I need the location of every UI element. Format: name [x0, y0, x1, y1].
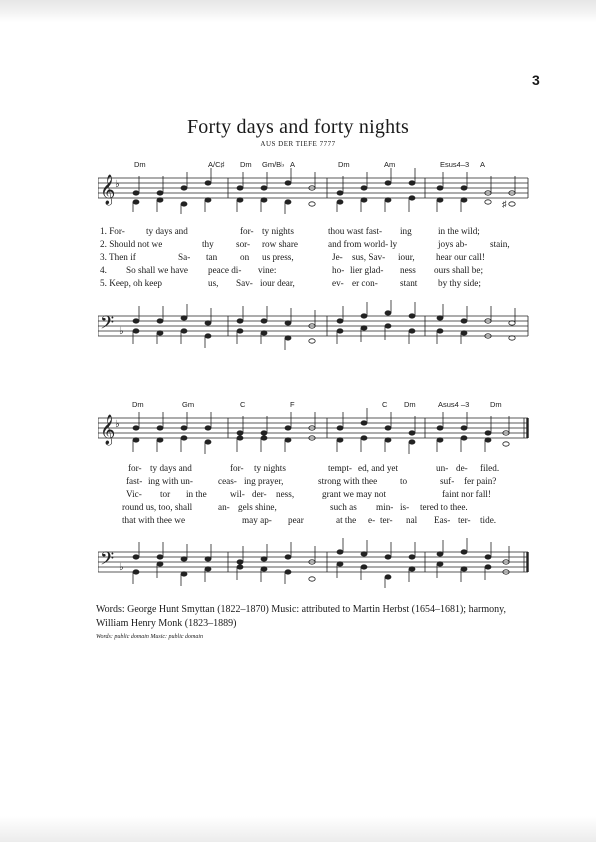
lyric-syllable: to — [400, 476, 408, 486]
page-number: 3 — [532, 72, 540, 88]
lyric-syllable: round us, too, shall — [122, 502, 193, 512]
lyric-syllable: by thy side; — [438, 278, 481, 288]
lyric-verse-2-line-2 — [96, 476, 526, 488]
lyric-syllable: ev- — [332, 278, 344, 288]
lyric-syllable: may ap- — [242, 515, 272, 525]
lyric-syllable: 2. Should not we — [100, 239, 163, 249]
lyric-syllable: grant we may not — [322, 489, 387, 499]
lyric-syllable: un- — [436, 463, 449, 473]
svg-text:♯: ♯ — [502, 199, 507, 209]
lyric-syllable: ceas- — [218, 476, 237, 486]
lyric-syllable: thou wast fast- — [328, 226, 383, 236]
lyric-syllable: hear our call! — [436, 252, 485, 262]
lyric-syllable: gels shine, — [238, 502, 277, 512]
lyric-syllable: tempt- — [328, 463, 352, 473]
chord-symbol: Gm/B♭ — [262, 160, 285, 169]
lyric-syllable: tor — [160, 489, 171, 499]
lyric-syllable: that with thee we — [122, 515, 186, 525]
lyric-syllable: nal — [406, 515, 418, 525]
treble-staff-1 — [98, 166, 530, 218]
chord-symbol: A — [480, 160, 486, 169]
lyric-syllable: ness, — [276, 489, 295, 499]
svg-text:𝄞: 𝄞 — [100, 415, 116, 445]
lyric-syllable: suf- — [440, 476, 455, 486]
lyric-syllable: peace di- — [208, 265, 242, 275]
lyric-syllable: and from world- — [328, 239, 389, 249]
lyric-syllable: thy — [202, 239, 214, 249]
lyric-syllable: ty nights — [254, 463, 286, 473]
lyric-syllable: Sa- — [178, 252, 191, 262]
lyric-syllable: Eas- — [434, 515, 451, 525]
chord-symbol: Gm — [182, 400, 195, 409]
scan-top-edge — [0, 0, 596, 22]
lyric-syllable: fast- — [126, 476, 143, 486]
lyric-verse-3-line-1 — [96, 252, 526, 264]
lyric-syllable: strong with thee — [318, 476, 378, 486]
lyric-syllable: filed. — [480, 463, 500, 473]
lyric-syllable: pear — [288, 515, 304, 525]
copyright-notice: Words: public domain Music: public domain — [96, 634, 204, 640]
lyric-syllable: for- — [240, 226, 254, 236]
lyric-syllable: lier glad- — [350, 265, 384, 275]
lyric-syllable: us, — [208, 278, 219, 288]
lyric-verse-3-line-2 — [96, 489, 526, 501]
lyric-syllable: ing with un- — [148, 476, 193, 486]
svg-text:♭: ♭ — [115, 179, 120, 190]
svg-text:𝄢: 𝄢 — [100, 313, 115, 338]
lyric-syllable: der- — [252, 489, 267, 499]
lyric-syllable: vine: — [258, 265, 277, 275]
lyric-syllable: on — [240, 252, 250, 262]
lyric-syllable: faint nor fall! — [442, 489, 491, 499]
lyric-syllable: sus, Sav- — [352, 252, 386, 262]
lyric-verse-4-line-2 — [96, 502, 526, 514]
lyric-syllable: fer pain? — [464, 476, 497, 486]
chord-symbol: Asus4 –3 — [438, 400, 470, 409]
chord-symbol: Dm — [240, 160, 252, 169]
lyric-syllable: ho- — [332, 265, 345, 275]
bass-staff-1 — [98, 300, 530, 356]
svg-text:𝄢: 𝄢 — [100, 549, 115, 574]
chord-symbol: Dm — [404, 400, 416, 409]
lyric-syllable: Je- — [332, 252, 343, 262]
lyric-verse-5-line-2 — [96, 515, 526, 527]
chord-symbol: Esus4–3 — [440, 160, 470, 169]
lyric-syllable: ty nights — [262, 226, 294, 236]
lyric-syllable: min- — [376, 502, 394, 512]
lyric-syllable: ty days and — [146, 226, 188, 236]
svg-text:♭: ♭ — [119, 326, 124, 337]
lyric-syllable: ter- — [380, 515, 393, 525]
treble-staff-2 — [98, 406, 532, 460]
lyric-syllable: tan — [206, 252, 218, 262]
lyric-syllable: e- — [368, 515, 376, 525]
hymn-title: Forty days and forty nights — [186, 116, 410, 138]
lyric-syllable: sor- — [236, 239, 251, 249]
lyric-syllable: for- — [230, 463, 244, 473]
bass-staff-2 — [98, 536, 532, 592]
scan-bottom-edge — [0, 816, 596, 842]
lyric-syllable: Sav- — [236, 278, 253, 288]
chord-symbol: Dm — [490, 400, 502, 409]
chord-symbol: F — [290, 400, 295, 409]
lyric-syllable: ed, and yet — [358, 463, 399, 473]
lyric-syllable: row share — [262, 239, 298, 249]
lyric-syllable: ing prayer, — [244, 476, 284, 486]
tune-name-meter: AUS DER TIEFE 7777 — [260, 140, 336, 148]
lyric-syllable: 1. For- — [100, 226, 125, 236]
svg-text:♭: ♭ — [115, 419, 120, 430]
lyric-verse-5-line-1 — [96, 278, 526, 290]
chord-symbol: Dm — [134, 160, 146, 169]
svg-text:𝄞: 𝄞 — [100, 175, 116, 205]
lyric-syllable: So shall we have — [126, 265, 189, 275]
lyric-syllable: at the — [336, 515, 357, 525]
lyric-verse-1-line-2 — [96, 463, 526, 475]
lyric-syllable: us press, — [262, 252, 294, 262]
lyric-syllable: ly — [390, 239, 398, 249]
lyric-syllable: for- — [128, 463, 142, 473]
lyric-syllable: wil- — [230, 489, 245, 499]
lyric-syllable: in the — [186, 489, 207, 499]
svg-text:♭: ♭ — [119, 562, 124, 573]
lyric-verse-1-line-1 — [96, 226, 526, 238]
lyric-syllable: iour dear, — [260, 278, 295, 288]
chord-symbol: Dm — [338, 160, 350, 169]
lyric-syllable: iour, — [398, 252, 415, 262]
chord-symbol: Am — [384, 160, 396, 169]
hymn-credits: Words: George Hunt Smyttan (1822–1870) Music: attributed to Martin Herbst (1654–1681); harmony, William Henry Monk (1823–1889) — [96, 604, 506, 629]
lyric-verse-4-line-1 — [96, 265, 526, 277]
lyric-syllable: ness — [400, 265, 416, 275]
lyric-syllable: ter- — [458, 515, 471, 525]
lyric-syllable: 3. Then if — [100, 252, 136, 262]
lyric-syllable: er con- — [352, 278, 378, 288]
lyric-syllable: ing — [400, 226, 412, 236]
lyric-syllable: in the wild; — [438, 226, 480, 236]
chord-symbol: A/C♯ — [208, 160, 225, 169]
chord-symbol: Dm — [132, 400, 144, 409]
lyric-syllable: 4. — [100, 265, 107, 275]
lyric-syllable: an- — [218, 502, 230, 512]
lyric-syllable: such as — [330, 502, 357, 512]
lyric-syllable: Vic- — [126, 489, 142, 499]
lyric-syllable: stant — [400, 278, 418, 288]
lyric-syllable: tered to thee. — [420, 502, 468, 512]
lyric-syllable: tide. — [480, 515, 497, 525]
lyric-syllable: is- — [400, 502, 410, 512]
lyric-syllable: de- — [456, 463, 468, 473]
lyric-syllable: stain, — [490, 239, 510, 249]
chord-symbol: C — [382, 400, 388, 409]
lyric-verse-2-line-1 — [96, 239, 526, 251]
lyric-syllable: 5. Keep, oh keep — [100, 278, 162, 288]
lyric-syllable: ours shall be; — [434, 265, 483, 275]
chord-symbol: A — [290, 160, 296, 169]
chord-symbol: C — [240, 400, 246, 409]
lyric-syllable: joys ab- — [438, 239, 468, 249]
lyric-syllable: ty days and — [150, 463, 192, 473]
